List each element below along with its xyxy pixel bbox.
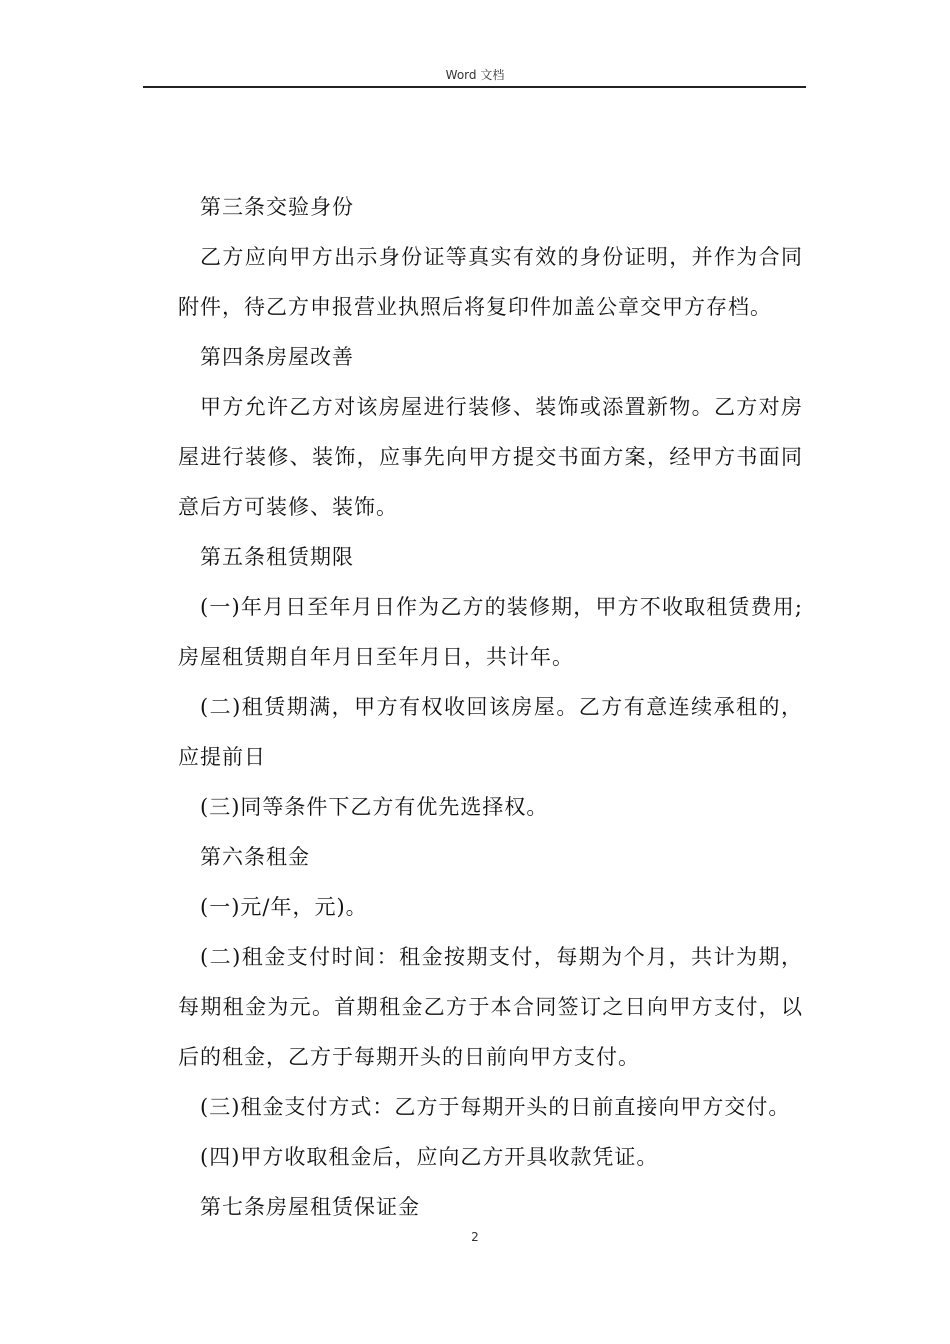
paragraph: (二)租金支付时间：租金按期支付，每期为个月，共计为期，每期租金为元。首期租金乙方于本合同签订之日向甲方支付，以后的租金，乙方于每期开头的日前向甲方支付。 [178,945,803,1069]
page-number: 2 [471,1230,479,1244]
paragraph: (一)年月日至年月日作为乙方的装修期，甲方不收取租赁费用;房屋租赁期自年月日至年月日，共计年。 [178,595,803,669]
paragraph: 第三条交验身份 [200,195,354,219]
paragraph: 第七条房屋租赁保证金 [200,1195,420,1219]
paragraph: 第四条房屋改善 [200,345,354,369]
paragraph: 乙方应向甲方出示身份证等真实有效的身份证明，并作为合同附件，待乙方申报营业执照后将复印件加盖公章交甲方存档。 [178,245,803,319]
header-divider [143,86,806,88]
paragraph: (三)租金支付方式：乙方于每期开头的日前直接向甲方交付。 [200,1095,791,1119]
paragraph: 第五条租赁期限 [200,545,354,569]
paragraph: (一)元/年，元)。 [200,895,368,919]
paragraph: 第六条租金 [200,845,310,869]
paragraph: (四)甲方收取租金后，应向乙方开具收款凭证。 [200,1145,659,1169]
paragraph: (二)租赁期满，甲方有权收回该房屋。乙方有意连续承租的，应提前日 [178,695,803,769]
document-body [178,182,803,1232]
page-header: Word 文档 [445,68,505,82]
paragraph: (三)同等条件下乙方有优先选择权。 [200,795,549,819]
paragraph: 甲方允许乙方对该房屋进行装修、装饰或添置新物。乙方对房屋进行装修、装饰，应事先向甲方提交书面方案，经甲方书面同意后方可装修、装饰。 [178,395,803,519]
